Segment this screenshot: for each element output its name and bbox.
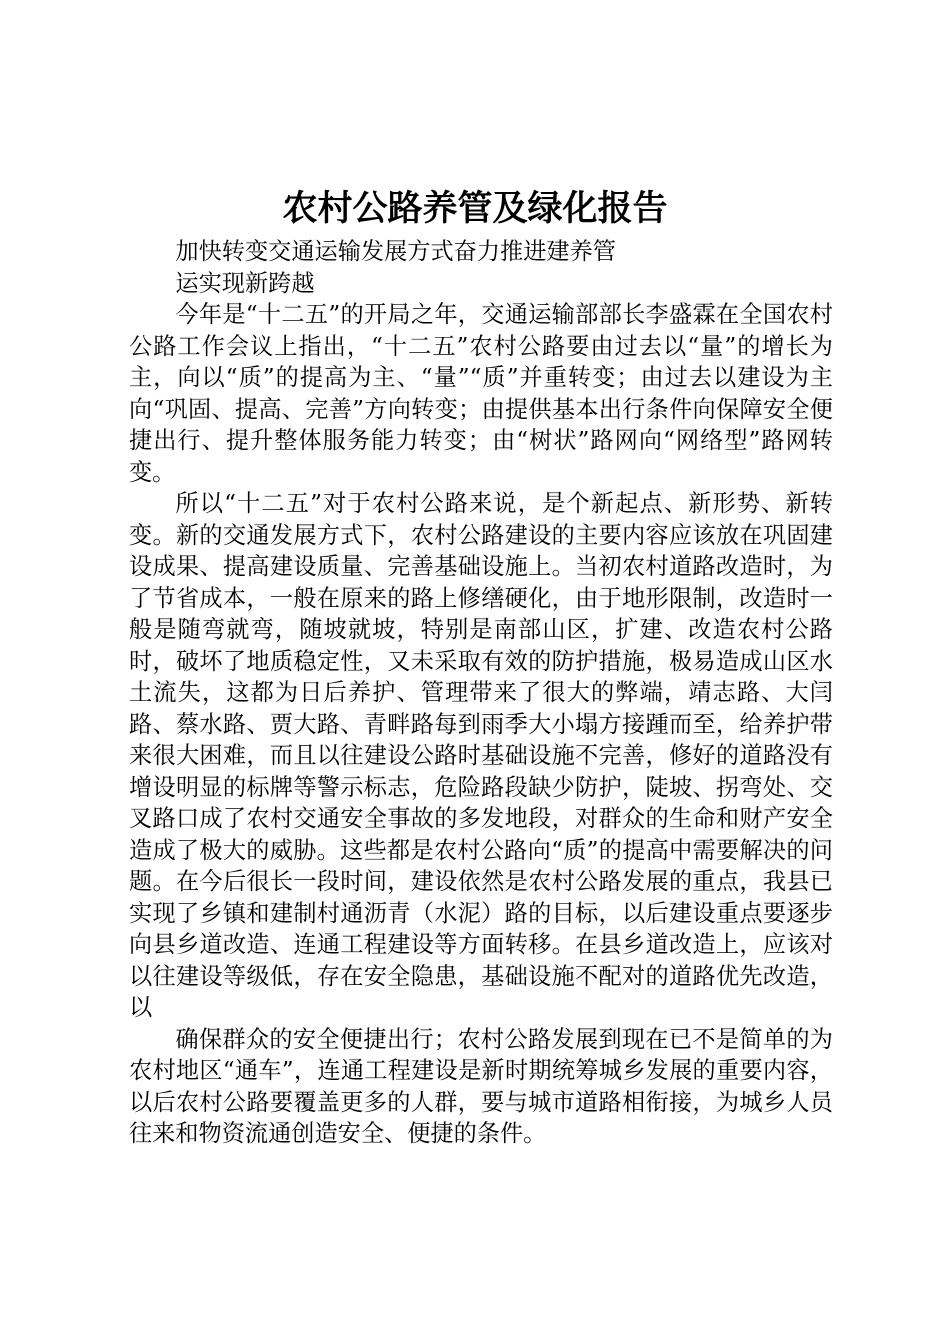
document-title: 农村公路养管及绿化报告 bbox=[282, 189, 668, 229]
paragraph-3: 确保群众的安全便捷出行；农村公路发展到现在已不是简单的为农村地区“通车”，连通工程建设是新时期统筹城乡发展的重要内容，以后农村公路要覆盖更多的人群，要与城市道路相衔接，为城乡人员往来和物资流通创造安全、便捷的条件。 bbox=[129, 1025, 833, 1147]
paragraph-1: 今年是“十二五”的开局之年，交通运输部部长李盛霖在全国农村公路工作会议上指出，“十二五”农村公路要由过去以“量”的增长为主，向以“质”的提高为主、“量”“质”并重转变；由过去以建设为主向“巩固、提高、完善”方向转变；由提供基本出行条件向保障安全便捷出行、提升整体服务能力转变；由“树状”路网向“网络型”路网转变。 bbox=[129, 301, 833, 486]
subtitle-line-1: 加快转变交通运输发展方式奋力推进建养管 bbox=[175, 238, 616, 265]
document-body bbox=[129, 236, 833, 1150]
paragraph-2: 所以“十二五”对于农村公路来说，是个新起点、新形势、新转变。新的交通发展方式下，农村公路建设的主要内容应该放在巩固建设成果、提高建设质量、完善基础设施上。当初农村道路改造时，为了节省成本，一般在原来的路上修缮硬化，由于地形限制，改造时一般是随弯就弯，随坡就坡，特别是南部山区，扩建、改造农村公路时，破坏了地质稳定性，又未采取有效的防护措施，极易造成山区水土流失，这都为日后养护、管理带来了很大的弊端，靖志路、大闫路、蔡水路、贾大路、青畔路每到雨季大小塌方接踵而至，给养护带来很大困难，而且以往建设公路时基础设施不完善，修好的道路没有增设明显的标牌等警示标志，危险路段缺少防护，陡坡、拐弯处、交叉路口成了农村交通安全事故的多发地段，对群众的生命和财产安全造成了极大的威胁。这些都是农村公路向“质”的提高中需要解决的问题。在今后很长一段时间，建设依然是农村公路发展的重点，我县已实现了乡镇和建制村通沥青（水泥）路的目标，以后建设重点要逐步向县乡道改造、连通工程建设等方面转移。在县乡道改造上，应该对以往建设等级低，存在安全隐患，基础设施不配对的道路优先改造，以 bbox=[129, 490, 833, 1021]
subtitle-line-2: 运实现新跨越 bbox=[175, 269, 315, 297]
